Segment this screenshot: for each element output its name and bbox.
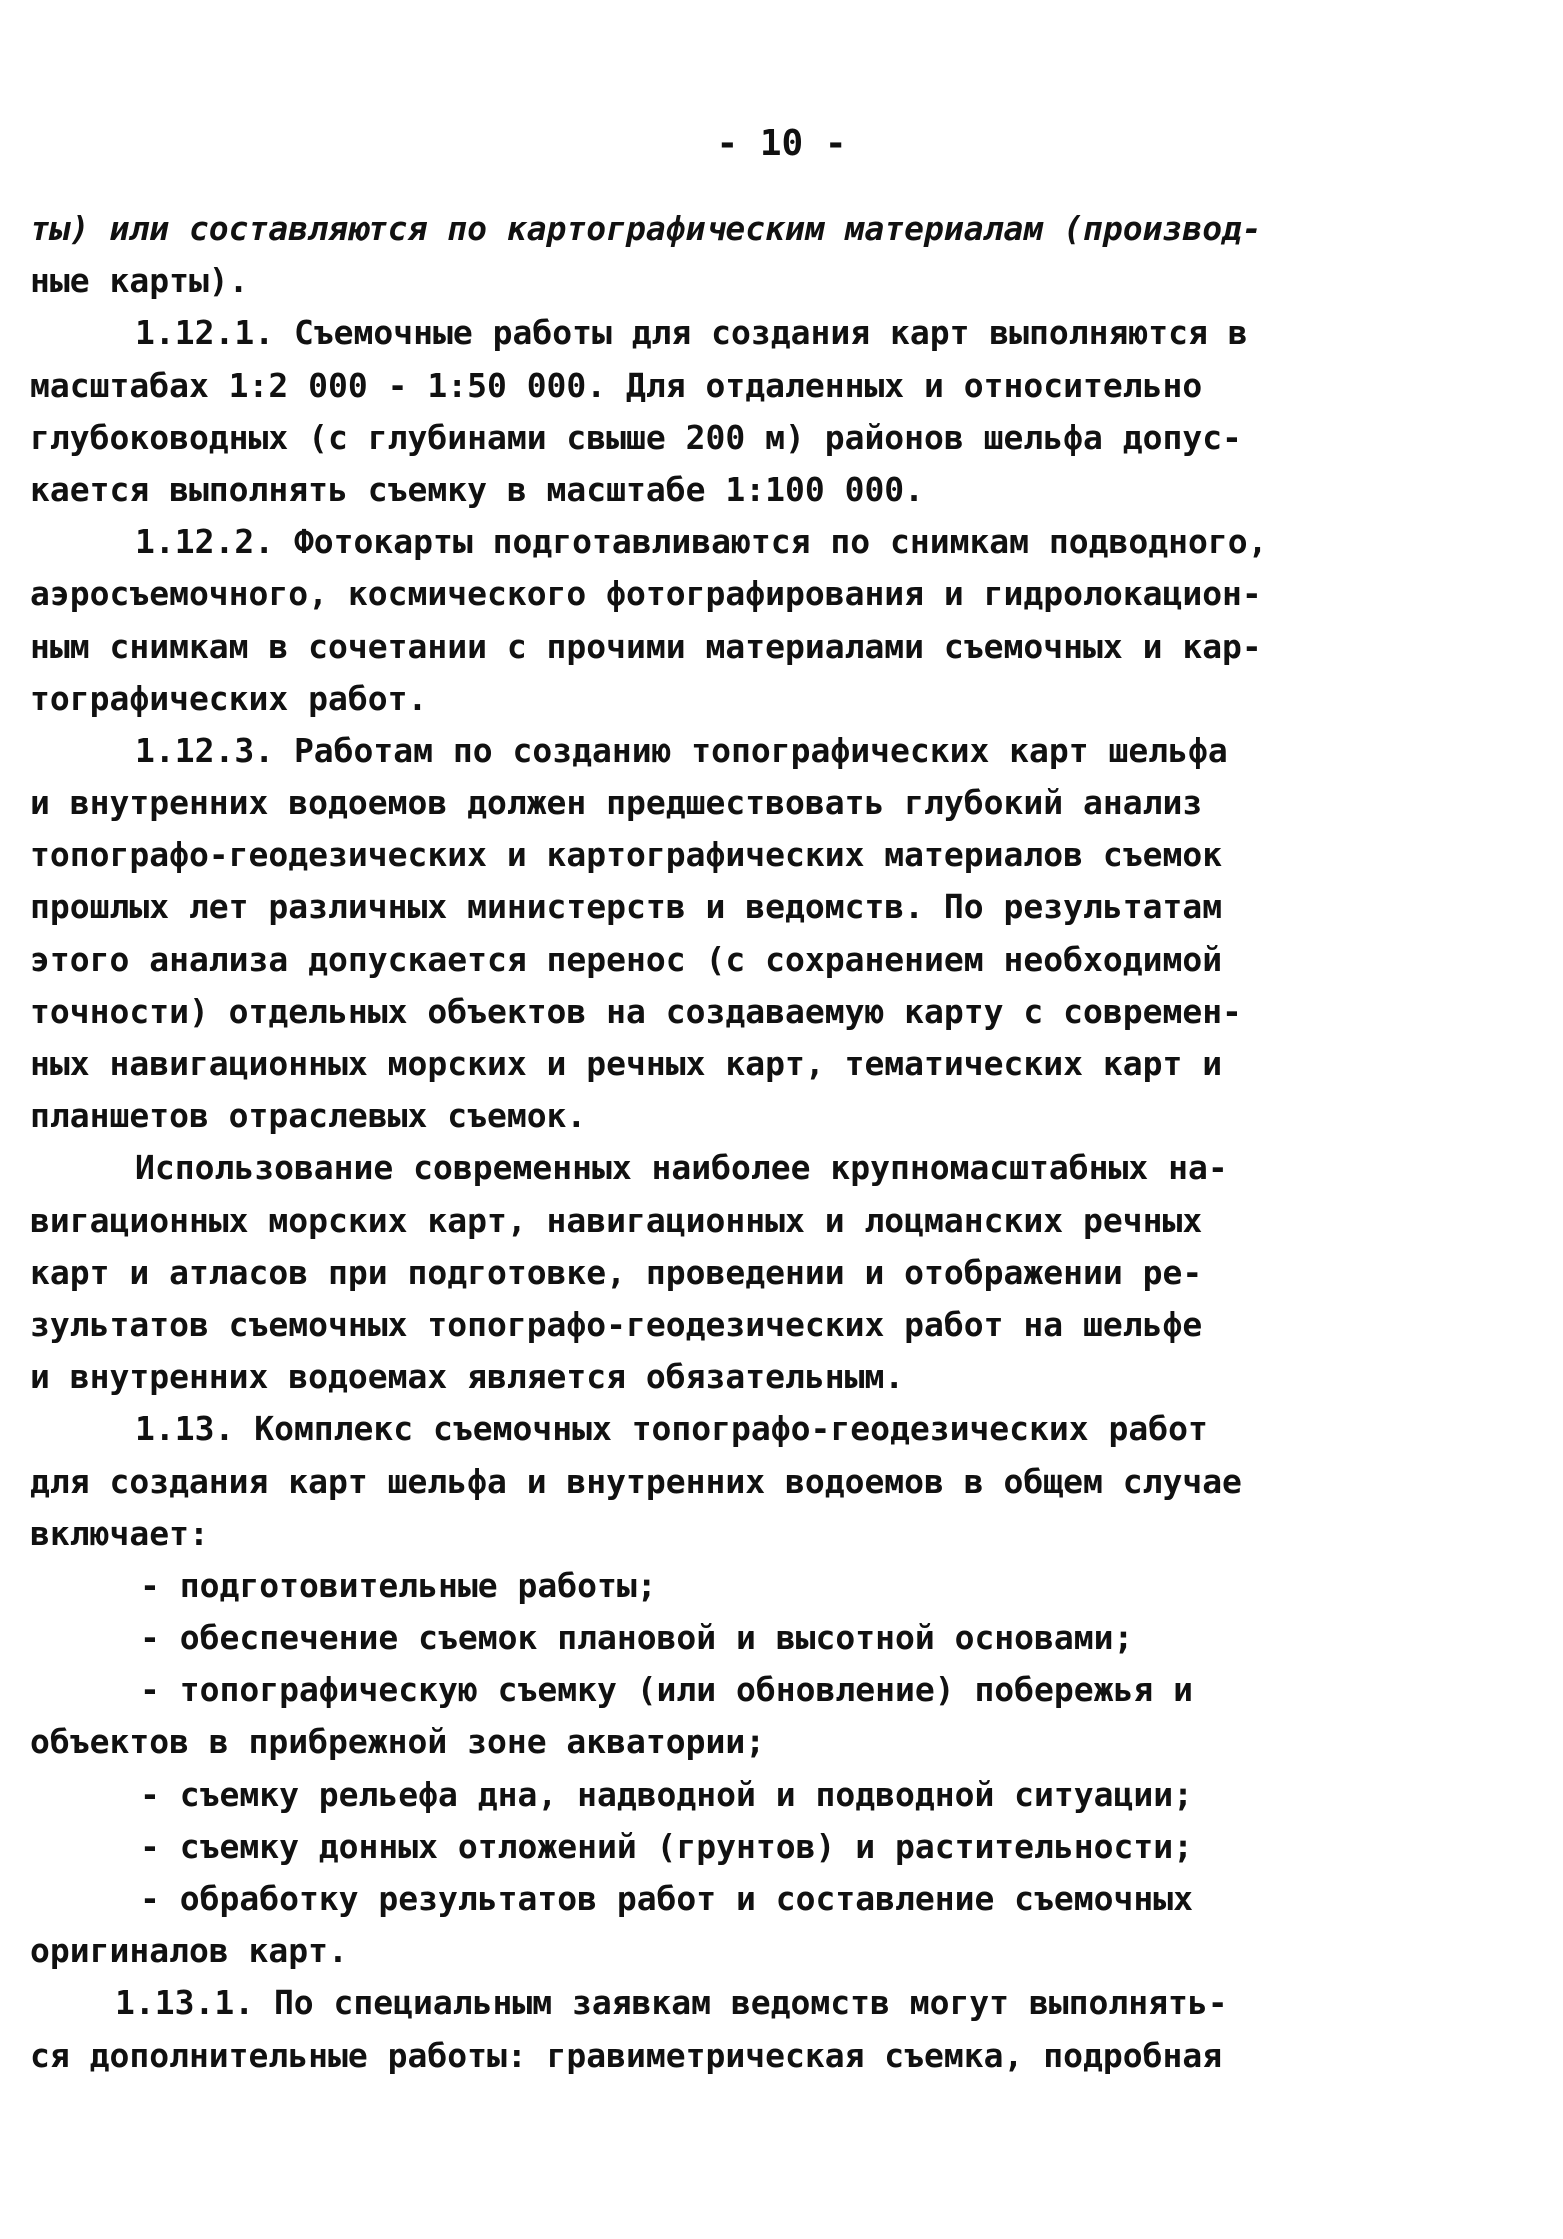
- text-line: 1.13. Комплекс съемочных топографо-геодезических работ: [135, 1409, 1208, 1449]
- text-line: этого анализа допускается перенос (с сохранением необходимой: [30, 939, 1223, 979]
- text-line: глубоководных (с глубинами свыше 200 м) районов шельфа допус-: [30, 417, 1242, 457]
- text-line: прошлых лет различных министерств и ведомств. По результатам: [30, 887, 1223, 927]
- text-line: тографических работ.: [30, 678, 428, 718]
- text-line: ты) или составляются по картографическим материалам (производ-: [30, 209, 1262, 248]
- text-line: ся дополнительные работы: гравиметрическая съемка, подробная: [30, 2035, 1223, 2075]
- text-line: кается выполнять съемку в масштабе 1:100 000.: [30, 469, 925, 509]
- text-line: оригиналов карт.: [30, 1931, 348, 1971]
- text-line: планшетов отраслевых съемок.: [30, 1096, 587, 1136]
- text-line: и внутренних водоемов должен предшествовать глубокий анализ: [30, 783, 1203, 823]
- text-line: вигационных морских карт, навигационных и лоцманских речных: [30, 1200, 1203, 1240]
- text-line: точности) отдельных объектов на создаваемую карту с современ-: [30, 991, 1242, 1031]
- text-line: - подготовительные работы;: [140, 1565, 657, 1605]
- text-line: топографо-геодезических и картографических материалов съемок: [30, 835, 1223, 875]
- text-line: 1.13.1. По специальным заявкам ведомств могут выполнять-: [115, 1983, 1228, 2023]
- text-line: - съемку донных отложений (грунтов) и растительности;: [140, 1826, 1193, 1866]
- text-line: ным снимкам в сочетании с прочими материалами съемочных и кар-: [30, 626, 1262, 666]
- text-line: - обработку результатов работ и составление съемочных: [140, 1879, 1193, 1918]
- text-line: объектов в прибрежной зоне акватории;: [30, 1722, 766, 1762]
- text-line: - съемку рельефа дна, надводной и подводной ситуации;: [140, 1774, 1193, 1814]
- text-line: 1.12.3. Работам по созданию топографических карт шельфа: [135, 730, 1228, 770]
- text-line: включает:: [30, 1513, 209, 1553]
- page-number: - 10 -: [716, 123, 847, 164]
- text-line: аэросъемочного, космического фотографирования и гидролокацион-: [30, 574, 1262, 614]
- text-line: 1.12.1. Съемочные работы для создания карт выполняются в: [135, 313, 1248, 353]
- text-line: Использование современных наиболее крупномасштабных на-: [135, 1148, 1228, 1188]
- text-line: - топографическую съемку (или обновление) побережья и: [140, 1670, 1193, 1710]
- text-line: масштабах 1:2 000 - 1:50 000. Для отдаленных и относительно: [30, 365, 1203, 405]
- text-line: 1.12.2. Фотокарты подготавливаются по снимкам подводного,: [135, 522, 1268, 562]
- text-line: - обеспечение съемок плановой и высотной основами;: [140, 1618, 1134, 1658]
- body-text: [30, 203, 1530, 2082]
- text-line: карт и атласов при подготовке, проведении и отображении ре-: [30, 1252, 1203, 1292]
- text-line: ных навигационных морских и речных карт, тематических карт и: [30, 1044, 1223, 1083]
- text-line: ные карты).: [30, 261, 249, 301]
- text-line: и внутренних водоемах является обязательным.: [30, 1357, 905, 1397]
- text-line: зультатов съемочных топографо-геодезических работ на шельфе: [30, 1304, 1203, 1344]
- text-line: для создания карт шельфа и внутренних водоемов в общем случае: [30, 1461, 1242, 1501]
